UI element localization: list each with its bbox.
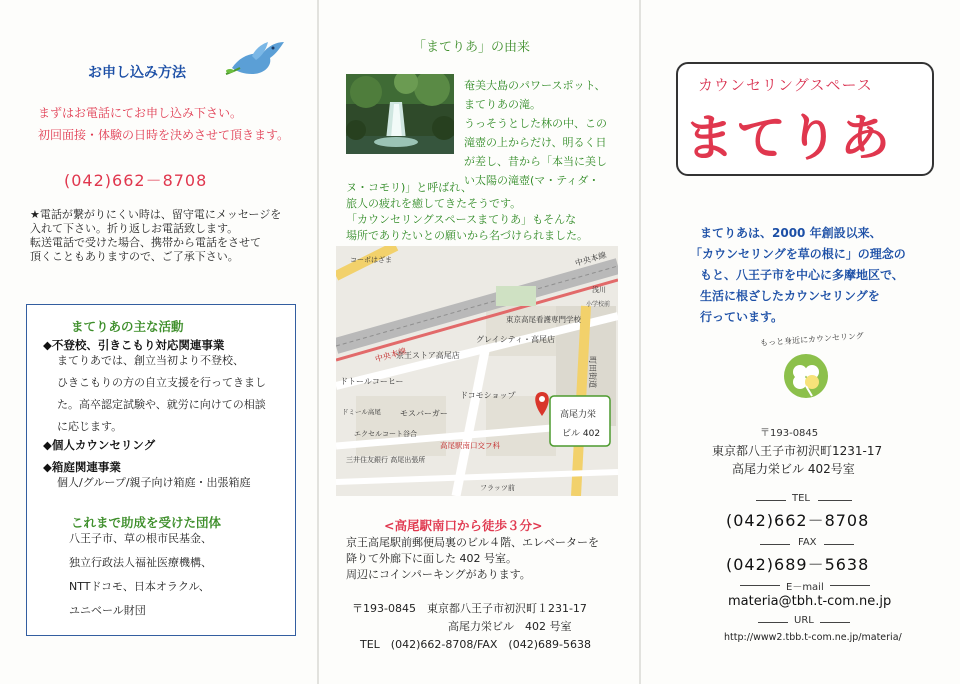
tel-label: TEL — [792, 493, 810, 504]
origin-line-6: い太陽の滝壺(マ・ティダ・ — [464, 174, 600, 187]
grant-line-4: ユニベール財団 — [69, 604, 146, 617]
clover-logo-icon — [782, 352, 830, 400]
origin-line-9: 「カウンセリングスペースまてりあ」もそんな — [346, 213, 577, 226]
map-callout-name: 高尾力栄 — [560, 410, 597, 420]
activity-3-line: 個人/グループ/親子向け箱庭・出張箱庭 — [57, 476, 251, 489]
note-line-2: 入れて下さい。折り返しお電話致します。 — [30, 222, 239, 235]
activity-1-line-1: まてりあでは、創立当初より不登校、 — [57, 354, 244, 367]
email-rule-left — [740, 585, 780, 586]
map-label-station: 高尾駅南口交フ科 — [440, 441, 500, 450]
origin-line-2: まてりあの滝。 — [464, 98, 541, 111]
intro-line-2: 「カウンセリングを草の根に」の理念の — [690, 247, 906, 261]
logo-title: まてりあ — [684, 109, 892, 167]
map-label-machida: 町田街道 — [588, 356, 597, 388]
note-line-3: 転送電話で受けた場合、携帯から電話をさせて — [30, 236, 261, 249]
right-zip: 〒193-0845 — [760, 428, 819, 439]
access-title: <高尾駅南口から徒歩３分> — [384, 518, 543, 533]
intro-line-1: まてりあは、2000 年創設以来、 — [700, 226, 882, 240]
map-label-family: フラッツ前 — [480, 484, 515, 492]
grant-line-1: 八王子市、草の根市民基金、 — [69, 532, 212, 545]
fax-label: FAX — [798, 537, 817, 548]
mid-tel-fax: TEL (042)662-8708/FAX (042)689-5638 — [360, 638, 591, 651]
map-label-dormy: ドミール高尾 — [342, 408, 381, 416]
origin-line-1: 奄美大島のパワースポット、 — [464, 79, 606, 92]
map-label-rail: 中央本線 — [574, 250, 608, 268]
activities-title: まてりあの主な活動 — [71, 319, 184, 334]
map-label-chuo: 中央本線 — [374, 346, 408, 364]
access-line-2: 降りて外廊下に面した 402 号室。 — [346, 552, 517, 565]
map-label-keio: 京王ストア高尾店 — [396, 351, 460, 360]
apply-title: お申し込み方法 — [88, 65, 186, 81]
right-url[interactable]: http://www2.tbb.t-com.ne.jp/materia/ — [724, 632, 902, 643]
map-label-grace: グレイシティ・高尾店 — [476, 335, 555, 344]
origin-line-7: ヌ・コモリ)」と呼ばれ、 — [346, 181, 472, 194]
apply-line-2: 初回面接・体験の日時を決めさせて頂きます。 — [38, 128, 290, 142]
map-callout-room: ビル 402 — [562, 429, 601, 439]
url-label: URL — [794, 615, 814, 626]
access-line-3: 周辺にコインパーキングがあります。 — [346, 568, 531, 581]
url-rule-left — [758, 622, 788, 623]
right-fax: (042)689－5638 — [726, 555, 870, 574]
map-label-bank: 三井住友銀行 高尾出張所 — [346, 456, 426, 464]
origin-title: 「まてりあ」の由来 — [413, 40, 531, 55]
access-line-1: 京王高尾駅前郵便局裏のビル４階、エレベーターを — [346, 536, 599, 549]
access-map[interactable] — [336, 246, 618, 496]
grant-line-3: NTTドコモ、日本オラクル、 — [69, 580, 210, 593]
tel-rule-right — [818, 500, 852, 501]
intro-line-5: 行っています。 — [700, 310, 784, 324]
note-line-4: 頂くこともありますので、ご了承下さい。 — [30, 250, 239, 263]
grants-title: これまで助成を受けた団体 — [71, 515, 222, 530]
fold-line-left — [317, 0, 319, 684]
activity-1-line-3: た。高卒認定試験や、就労に向けての相談 — [57, 398, 266, 411]
map-label-nurse: 東京高尾看護専門学校 — [506, 315, 581, 324]
intro-line-4: 生活に根ざしたカウンセリングを — [700, 289, 880, 303]
clover-caption: もっと身近にカウンセリング — [759, 331, 865, 348]
right-email[interactable]: materia@tbh.t-com.ne.jp — [728, 594, 892, 609]
origin-line-3: うっそうとした林の中、この — [464, 117, 607, 130]
activity-2-heading: ◆個人カウンセリング — [43, 438, 156, 452]
fax-rule-left — [760, 544, 790, 545]
grant-line-2: 独立行政法人福祉医療機構、 — [69, 556, 212, 569]
right-tel[interactable]: (042)662－8708 — [726, 511, 870, 530]
map-label-school: 小学校前 — [586, 301, 611, 308]
mid-address-1: 〒193-0845 東京都八王子市初沢町１231-17 — [352, 602, 587, 615]
tel-rule-left — [756, 500, 786, 501]
waterfall-photo — [346, 74, 454, 154]
note-line-1: ★電話が繋がりにくい時は、留守電にメッセージを — [30, 208, 282, 221]
apply-line-1: まずはお電話にてお申し込み下さい。 — [38, 106, 243, 120]
right-address-2: 高尾力栄ビル 402号室 — [732, 462, 855, 476]
mid-address-2: 高尾力栄ビル 402 号室 — [448, 620, 572, 633]
apply-phone: (042)662－8708 — [64, 171, 208, 190]
activities-box — [26, 304, 296, 636]
map-label-top: コーポはざま — [350, 256, 392, 264]
bird-icon — [222, 38, 286, 80]
origin-line-5: が差し、昔から「本当に美し — [464, 155, 607, 168]
activity-3-heading: ◆箱庭関連事業 — [43, 460, 121, 474]
url-rule-right — [820, 622, 850, 623]
origin-line-8: 旅人の疲れを癒してきたそうです。 — [346, 197, 522, 210]
intro-line-3: もと、八王子市を中心に多摩地区で、 — [700, 268, 904, 282]
map-label-docomo: ドコモショップ — [460, 391, 516, 400]
logo-subtitle: カウンセリングスペース — [698, 76, 873, 94]
activity-1-line-4: に応じます。 — [57, 420, 123, 433]
right-address-1: 東京都八王子市初沢町1231-17 — [712, 444, 883, 458]
map-label-moss: モスバーガー — [400, 409, 448, 418]
map-label-asa: 浅川 — [592, 286, 606, 294]
origin-line-4: 滝壺の上からだけ、明るく日 — [464, 136, 607, 149]
origin-line-10: 場所でありたいとの願いから名づけられました。 — [346, 229, 588, 242]
fold-line-right — [639, 0, 641, 684]
map-label-excel: エクセルコート谷合 — [354, 430, 417, 438]
fax-rule-right — [824, 544, 854, 545]
map-label-doutor: ドトールコーヒー — [340, 377, 404, 386]
activity-1-line-2: ひきこもりの方の自立支援を行ってきまし — [57, 376, 266, 389]
email-rule-right — [830, 585, 870, 586]
email-label: E－mail — [786, 582, 824, 593]
activity-1-heading: ◆不登校、引きこもり対応関連事業 — [43, 338, 225, 352]
